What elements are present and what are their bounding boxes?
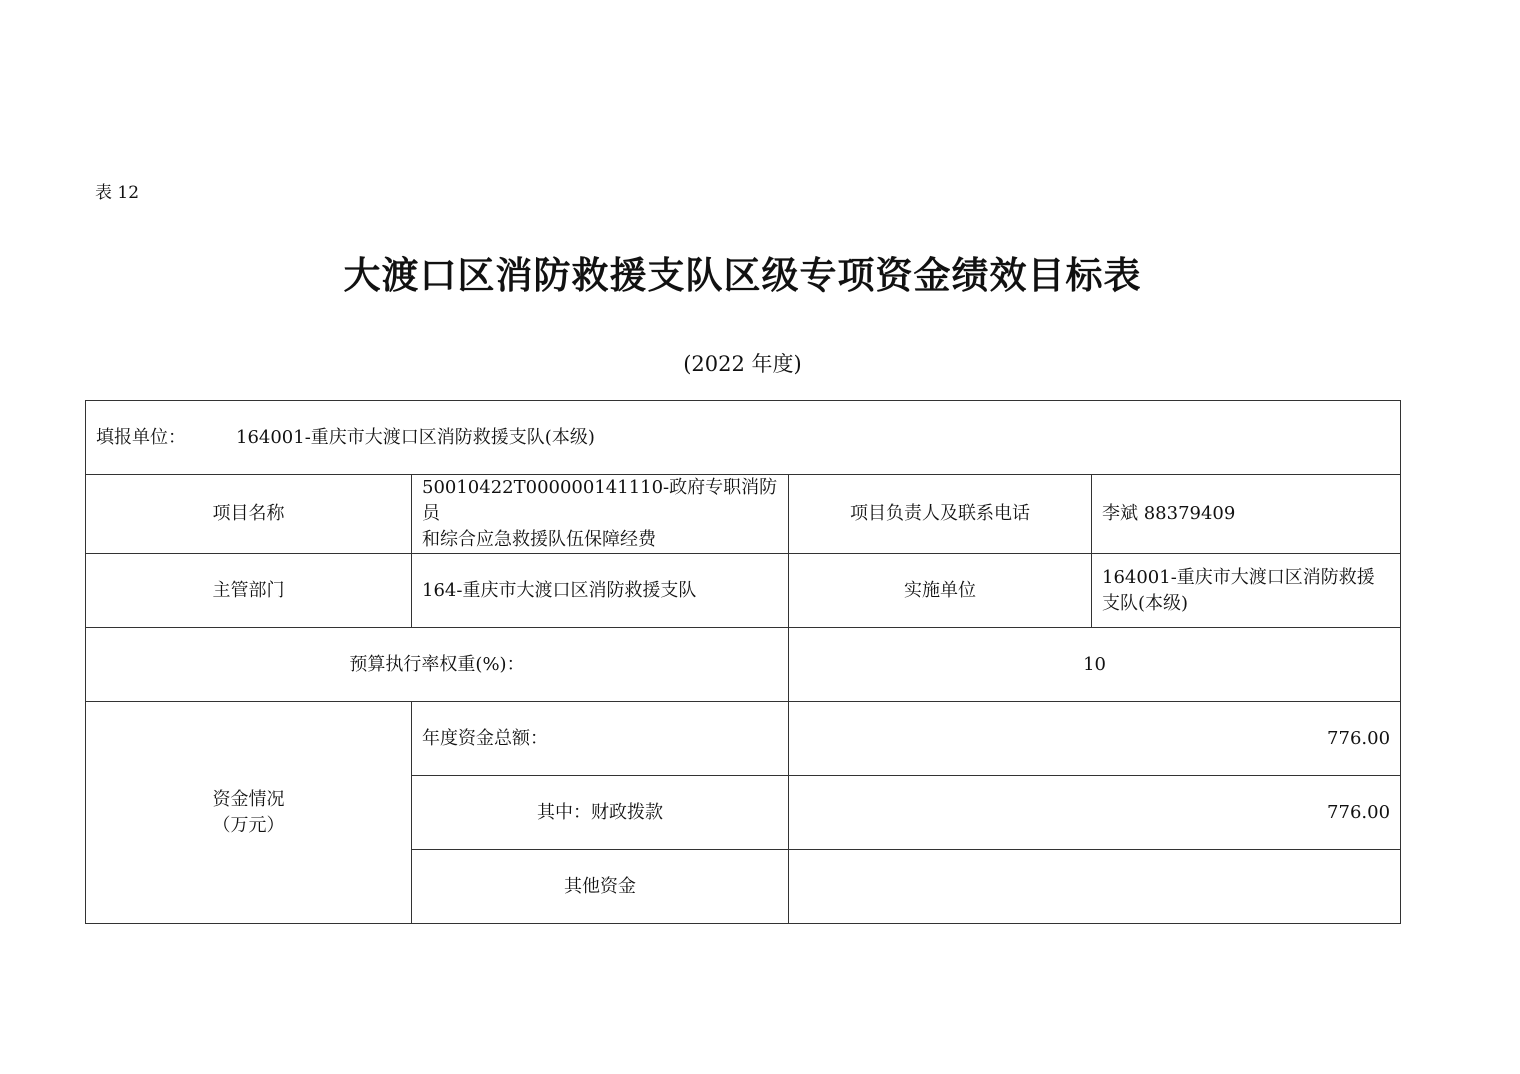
reporting-unit-value: 164001-重庆市大渡口区消防救援支队(本级)	[236, 426, 595, 448]
reporting-unit-row	[86, 401, 1401, 475]
impl-unit-label: 实施单位	[789, 554, 1092, 628]
department-row	[86, 554, 1401, 628]
dept-value: 164-重庆市大渡口区消防救援支队	[412, 554, 789, 628]
annual-total-label: 年度资金总额：	[412, 702, 789, 776]
budget-weight-value: 10	[789, 628, 1401, 702]
impl-unit-value-line1: 164001-重庆市大渡口区消防救援	[1102, 566, 1375, 588]
project-name-value-line1: 50010422T000000141110-政府专职消防员	[422, 477, 778, 524]
performance-target-table	[85, 400, 1401, 924]
page-subtitle: (2022 年度)	[683, 352, 802, 376]
dept-label: 主管部门	[86, 554, 412, 628]
annual-total-value: 776.00	[789, 702, 1401, 776]
fiscal-label: 其中：财政拨款	[412, 776, 789, 850]
project-name-row	[86, 475, 1401, 554]
project-name-value	[412, 475, 789, 554]
table-number: 表 12	[95, 183, 140, 203]
annual-total-row	[86, 702, 1401, 776]
other-funds-value	[789, 850, 1401, 924]
impl-unit-value-line2: 支队(本级)	[1102, 592, 1189, 614]
other-funds-label: 其他资金	[412, 850, 789, 924]
budget-weight-row	[86, 628, 1401, 702]
project-name-value-line2: 和综合应急救援队伍保障经费	[422, 529, 656, 550]
funds-label-line2: （万元）	[212, 814, 285, 836]
funds-label-line1: 资金情况	[212, 788, 285, 810]
impl-unit-value	[1092, 554, 1401, 628]
funds-label	[86, 702, 412, 924]
project-lead-value: 李斌 88379409	[1092, 475, 1401, 554]
fiscal-value: 776.00	[789, 776, 1401, 850]
page-title: 大渡口区消防救援支队区级专项资金绩效目标表	[343, 254, 1142, 297]
project-name-label: 项目名称	[86, 475, 412, 554]
budget-weight-label: 预算执行率权重(%)：	[86, 628, 789, 702]
reporting-unit-label: 填报单位：	[96, 426, 186, 448]
reporting-unit-cell	[86, 401, 1401, 475]
project-lead-label: 项目负责人及联系电话	[789, 475, 1092, 554]
